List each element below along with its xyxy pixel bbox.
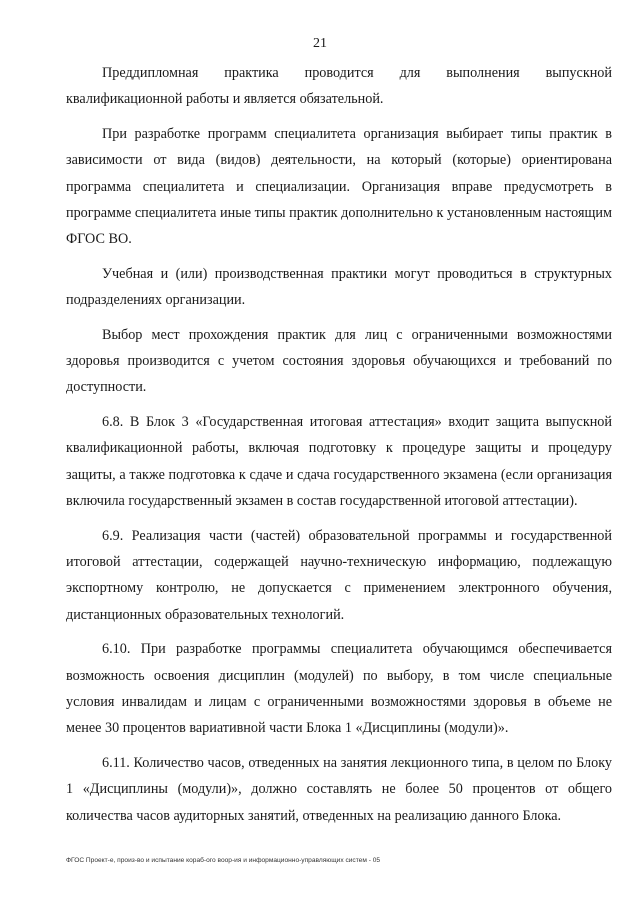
paragraph-practice-types: При разработке программ специалитета организация выбирает типы практик в зависимости от вида (видов) деятельности, на который (которые) ориентирована программа специалитета и специализации. Организация вправе предусмотреть в программе специалитета иные типы практик дополнительно к установленным настоящим ФГОС ВО. [66, 125, 612, 248]
page-footer: ФГОС Проект-е, произ-во и испытание кораб-ого воор-ия и информационно-управляющих систем - 05 [66, 857, 381, 864]
paragraph-6-11: 6.11. Количество часов, отведенных на занятия лекционного типа, в целом по Блоку 1 «Дисциплины (модули)», должно составлять не более 50 процентов от общего количества часов аудиторных занятий, отведенных на реализацию данного Блока. [66, 754, 612, 824]
paragraph-6-9: 6.9. Реализация части (частей) образовательной программы и государственной итоговой аттестации, содержащей научно-техническую информацию, подлежащую экспортному контролю, не допускается с применением электронного обучения, дистанционных образовательных технологий. [66, 527, 612, 623]
page-number: 21 [313, 36, 327, 51]
paragraph-disabled-persons: Выбор мест прохождения практик для лиц с ограниченными возможностями здоровья производится с учетом состояния здоровья обучающихся и требований по доступности. [66, 326, 612, 396]
paragraph-6-10: 6.10. При разработке программы специалитета обучающимся обеспечивается возможность освоения дисциплин (модулей) по выбору, в том числе специальные условия инвалидам и лицам с ограниченными возможностями здоровья в объеме не менее 30 процентов вариативной части Блока 1 «Дисциплины (модули)». [66, 641, 612, 737]
document-body [66, 60, 612, 837]
paragraph-6-8: 6.8. В Блок 3 «Государственная итоговая аттестация» входит защита выпускной квалификационной работы, включая подготовку к процедуре защиты и процедуру защиты, а также подготовка к сдаче и сдача государственного экзамена (если организация включила государственный экзамен в состав государственной итоговой аттестации). [66, 413, 612, 510]
paragraph-structural-units: Учебная и (или) производственная практики могут проводиться в структурных подразделениях организации. [66, 265, 612, 309]
paragraph-pre-diploma-practice: Преддипломная практика проводится для выполнения выпускной квалификационной работы и является обязательной. [66, 65, 612, 108]
